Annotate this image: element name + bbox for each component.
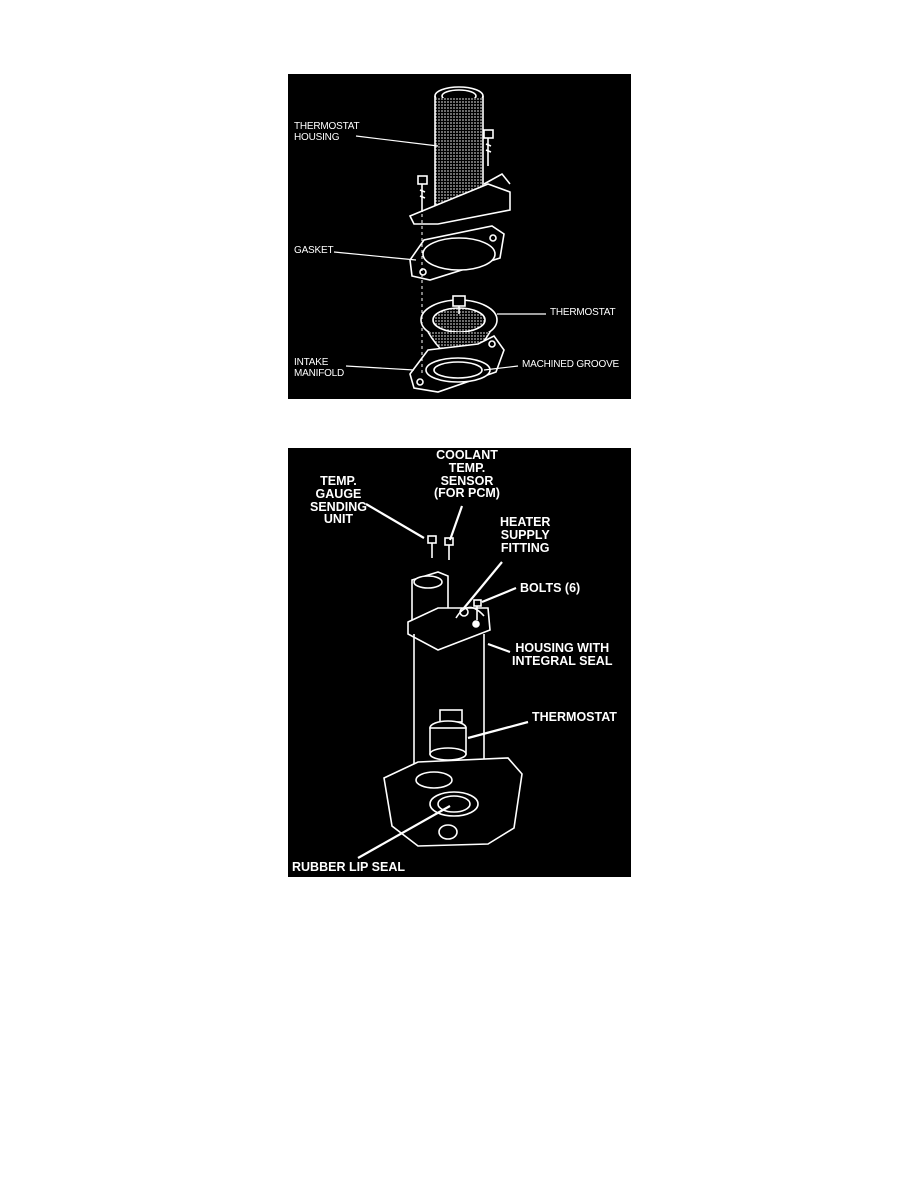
label-intake-manifold: INTAKE MANIFOLD (294, 357, 345, 379)
thermostat-part (430, 710, 466, 760)
label-heater-supply-fitting: HEATER SUPPLY FITTING (500, 515, 551, 555)
leader-coolant-sensor (450, 506, 462, 540)
coolant-temp-sensor-part (445, 538, 453, 560)
housing-integral-seal-diagram (288, 448, 631, 877)
label-thermostat-housing: THERMOSTAT HOUSING (294, 121, 360, 143)
label-rubber-lip-seal: RUBBER LIP SEAL (292, 860, 405, 874)
label-housing-with-integral-seal: HOUSING WITH INTEGRAL SEAL (512, 641, 613, 668)
label-machined-groove: MACHINED GROOVE (522, 359, 620, 370)
label-coolant-temp-sensor: COOLANT TEMP. SENSOR (FOR PCM) (434, 448, 500, 501)
label-thermostat: THERMOSTAT (550, 307, 616, 318)
gasket-part (410, 226, 504, 280)
leader-intake-manifold (346, 366, 414, 370)
leader-gasket (334, 252, 416, 260)
label-thermostat-2: THERMOSTAT (532, 710, 617, 724)
bolt-right (484, 130, 493, 166)
temp-gauge-sending-unit-part (428, 536, 436, 558)
leader-bolts (482, 588, 516, 602)
thermostat-housing-diagram (288, 74, 631, 399)
leader-thermostat-housing (356, 136, 438, 146)
label-bolts: BOLTS (6) (520, 581, 581, 595)
label-temp-gauge-sending-unit: TEMP. GAUGE SENDING UNIT (310, 474, 367, 527)
leader-thermostat (468, 722, 528, 738)
leader-housing-seal (488, 644, 510, 652)
leader-temp-gauge (366, 504, 424, 538)
bolt-left (418, 176, 427, 212)
label-gasket: GASKET (294, 245, 334, 256)
